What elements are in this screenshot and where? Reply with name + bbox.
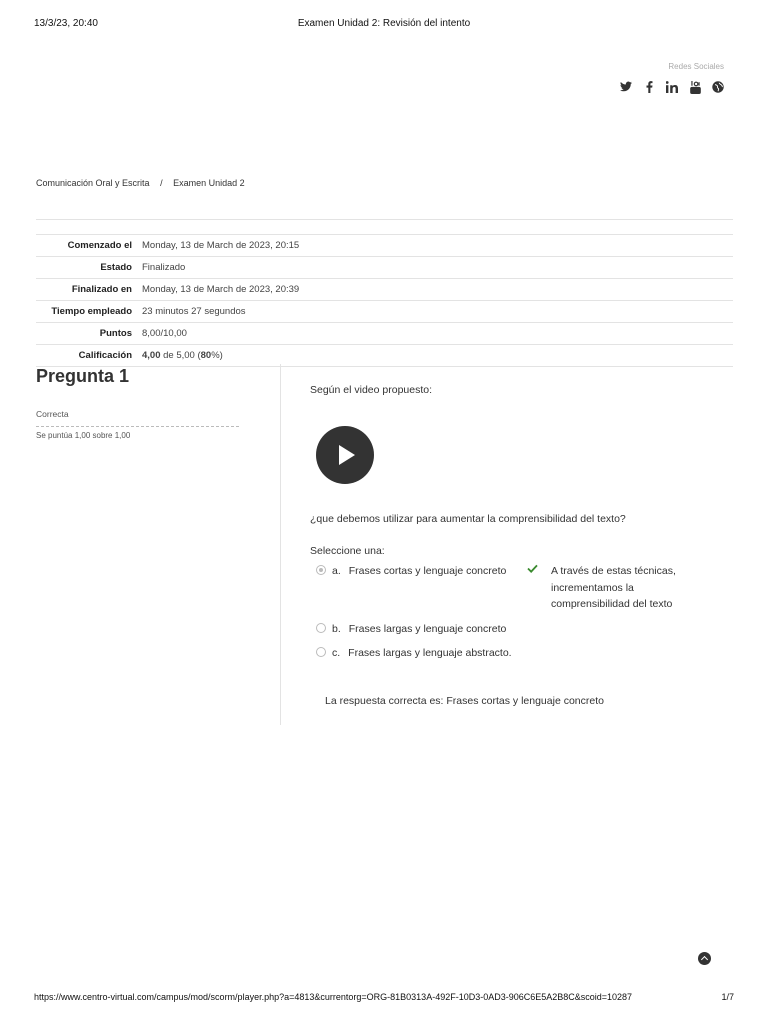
summary-row bbox=[36, 323, 733, 345]
radio-unselected[interactable] bbox=[316, 647, 326, 657]
breadcrumb-separator: / bbox=[160, 178, 163, 188]
radio-selected[interactable] bbox=[316, 565, 326, 575]
print-title: Examen Unidad 2: Revisión del intento bbox=[297, 18, 471, 29]
answer-option-b[interactable] bbox=[316, 623, 506, 635]
summary-label: Calificación bbox=[36, 345, 138, 367]
summary-label: Tiempo empleado bbox=[36, 301, 138, 323]
scroll-to-top-button[interactable] bbox=[698, 952, 711, 965]
answer-option-c[interactable] bbox=[316, 647, 512, 659]
summary-row bbox=[36, 235, 733, 257]
print-header bbox=[34, 18, 734, 32]
breadcrumb-course[interactable]: Comunicación Oral y Escrita bbox=[36, 178, 150, 188]
question-title: Pregunta 1 bbox=[36, 366, 130, 386]
breadcrumb bbox=[36, 178, 245, 188]
social-label: Redes Sociales bbox=[668, 62, 724, 71]
page-url: https://www.centro-virtual.com/campus/mod/scorm/player.php?a=4813&currentorg=ORG-81B0313A-492F-10D3-0AD3-906C6E5A2B8C&scoid=10287 bbox=[34, 992, 633, 1002]
chevron-up-icon bbox=[701, 956, 708, 963]
question-prompt: ¿que debemos utilizar para aumentar la comprensibilidad del texto? bbox=[310, 513, 626, 525]
summary-value: 8,00/10,00 bbox=[138, 323, 733, 345]
summary-value: Monday, 13 de March de 2023, 20:15 bbox=[138, 235, 733, 257]
youtube-icon[interactable] bbox=[689, 81, 701, 93]
column-divider bbox=[280, 364, 281, 725]
play-icon bbox=[339, 445, 355, 465]
correct-check-icon bbox=[527, 562, 538, 576]
question-grade: Se puntúa 1,00 sobre 1,00 bbox=[36, 431, 131, 440]
question-info bbox=[36, 366, 239, 440]
summary-label: Finalizado en bbox=[36, 279, 138, 301]
attempt-summary-table bbox=[36, 234, 733, 367]
globe-icon[interactable] bbox=[712, 81, 724, 93]
linkedin-icon[interactable] bbox=[666, 81, 678, 93]
summary-row bbox=[36, 257, 733, 279]
right-answer: La respuesta correcta es: Frases cortas y lenguaje concreto bbox=[325, 695, 604, 707]
grade-suffix: %) bbox=[211, 350, 223, 361]
option-letter: c. bbox=[332, 647, 341, 659]
summary-value: Finalizado bbox=[138, 257, 733, 279]
question-text: Según el video propuesto: bbox=[310, 384, 433, 396]
print-datetime: 13/3/23, 20:40 bbox=[34, 18, 98, 29]
facebook-icon[interactable] bbox=[643, 81, 655, 93]
social-links bbox=[620, 62, 724, 93]
summary-label: Puntos bbox=[36, 323, 138, 345]
summary-value: 23 minutos 27 segundos bbox=[138, 301, 733, 323]
summary-grade-value bbox=[138, 345, 733, 367]
option-letter: b. bbox=[332, 623, 341, 635]
summary-row bbox=[36, 279, 733, 301]
summary-row bbox=[36, 301, 733, 323]
radio-unselected[interactable] bbox=[316, 623, 326, 633]
video-play-button[interactable] bbox=[316, 426, 374, 484]
option-letter: a. bbox=[332, 565, 341, 577]
summary-row-grade bbox=[36, 345, 733, 367]
grade-percent: 80 bbox=[200, 350, 212, 361]
page-number: 1/7 bbox=[721, 992, 734, 1002]
option-text: Frases largas y lenguaje abstracto. bbox=[348, 647, 512, 659]
attempt-summary bbox=[36, 219, 733, 367]
breadcrumb-exam[interactable]: Examen Unidad 2 bbox=[173, 178, 245, 188]
answer-option-a[interactable] bbox=[316, 565, 506, 577]
question-state: Correcta bbox=[36, 409, 239, 427]
twitter-icon[interactable] bbox=[620, 81, 632, 93]
grade-middle: de 5,00 ( bbox=[160, 350, 201, 361]
option-text: Frases cortas y lenguaje concreto bbox=[348, 565, 507, 577]
grade-score: 4,00 bbox=[142, 350, 161, 361]
select-label: Seleccione una: bbox=[310, 545, 385, 557]
summary-label: Comenzado el bbox=[36, 235, 138, 257]
option-text: Frases largas y lenguaje concreto bbox=[348, 623, 507, 635]
summary-value: Monday, 13 de March de 2023, 20:39 bbox=[138, 279, 733, 301]
summary-label: Estado bbox=[36, 257, 138, 279]
social-icons bbox=[620, 81, 724, 93]
option-feedback: A través de estas técnicas, incrementamos la comprensibilidad del texto bbox=[551, 565, 676, 610]
